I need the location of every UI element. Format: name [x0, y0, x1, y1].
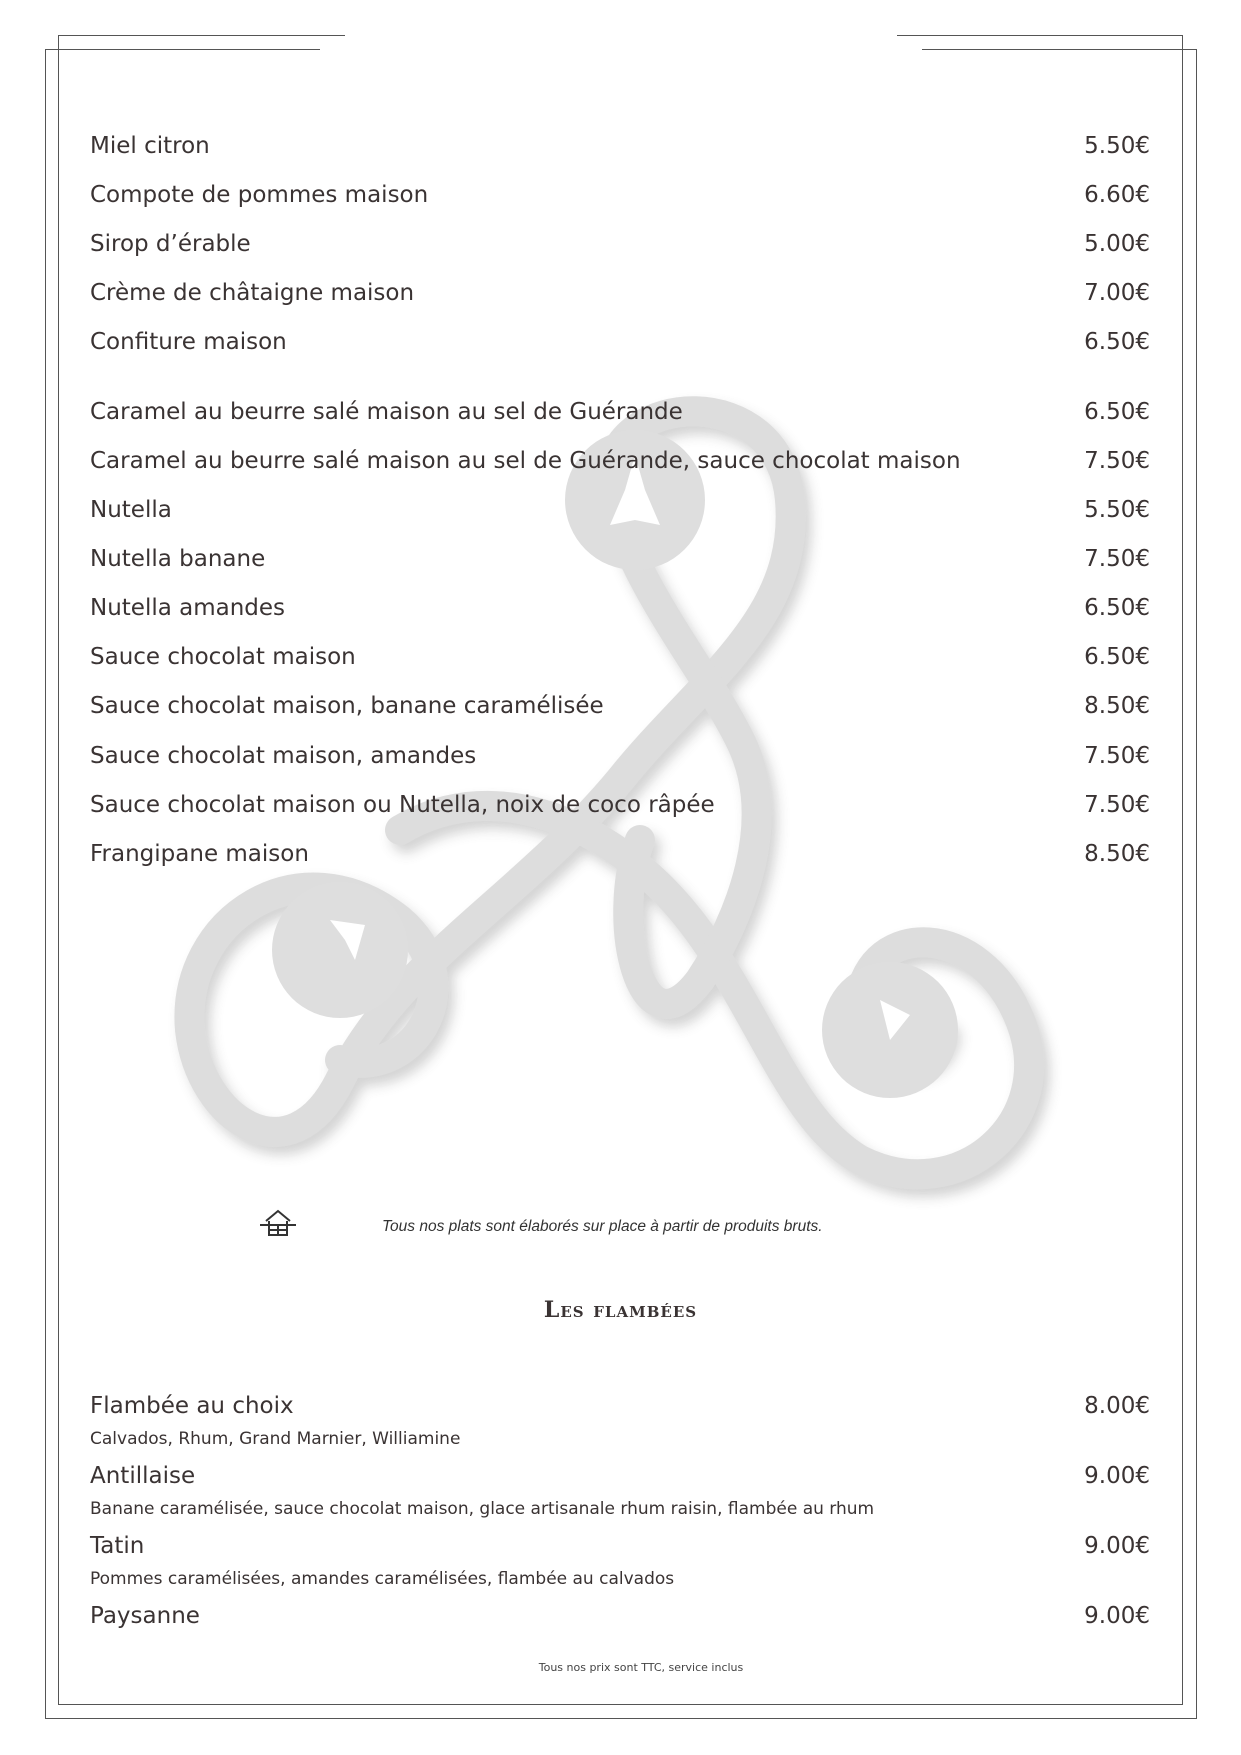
flambee-item — [90, 1463, 1150, 1533]
item-price: 6.60€ — [1084, 182, 1150, 208]
frame-top-left-inner — [45, 49, 320, 50]
flambee-description: Banane caramélisée, sauce chocolat maison, glace artisanale rhum raisin, flambée au rhum — [90, 1499, 875, 1519]
item-name: Nutella banane — [90, 546, 266, 572]
menu-item — [90, 546, 1150, 586]
flambee-name: Tatin — [90, 1533, 145, 1559]
item-name: Sauce chocolat maison, amandes — [90, 743, 477, 769]
menu-item — [90, 329, 1150, 369]
frame-top-right-inner — [922, 49, 1197, 50]
item-name: Sauce chocolat maison ou Nutella, noix de coco râpée — [90, 792, 715, 818]
menu-item — [90, 743, 1150, 783]
item-name: Compote de pommes maison — [90, 182, 429, 208]
flambee-item — [90, 1533, 1150, 1603]
menu-item — [90, 231, 1150, 271]
frame-top-right — [897, 35, 1182, 36]
flambee-price: 9.00€ — [1084, 1533, 1150, 1559]
item-price: 6.50€ — [1084, 329, 1150, 355]
item-price: 5.50€ — [1084, 497, 1150, 523]
item-name: Sauce chocolat maison — [90, 644, 356, 670]
flambee-price: 9.00€ — [1084, 1603, 1150, 1629]
item-price: 8.50€ — [1084, 693, 1150, 719]
footer-note: Tous nos prix sont TTC, service inclus — [538, 1661, 744, 1674]
item-price: 8.50€ — [1084, 841, 1150, 867]
item-price: 7.50€ — [1084, 743, 1150, 769]
item-name: Frangipane maison — [90, 841, 309, 867]
item-name: Confiture maison — [90, 329, 287, 355]
menu-item — [90, 182, 1150, 222]
item-price: 6.50€ — [1084, 595, 1150, 621]
menu-item — [90, 595, 1150, 635]
item-name: Crème de châtaigne maison — [90, 280, 415, 306]
frame-left-outer — [45, 49, 46, 1718]
item-name: Nutella — [90, 497, 172, 523]
frame-right-inner — [1182, 35, 1183, 1704]
item-price: 7.50€ — [1084, 546, 1150, 572]
item-price: 5.00€ — [1084, 231, 1150, 257]
frame-left-inner — [58, 35, 59, 1704]
menu-item — [90, 280, 1150, 320]
item-name: Miel citron — [90, 133, 210, 159]
item-price: 5.50€ — [1084, 133, 1150, 159]
frame-bottom-inner — [58, 1704, 1183, 1705]
item-name: Sauce chocolat maison, banane caramélisée — [90, 693, 604, 719]
menu-item — [90, 792, 1150, 832]
flambee-name: Antillaise — [90, 1463, 196, 1489]
item-price: 6.50€ — [1084, 399, 1150, 425]
item-name: Caramel au beurre salé maison au sel de Guérande, sauce chocolat maison — [90, 448, 961, 474]
item-price: 6.50€ — [1084, 644, 1150, 670]
menu-item — [90, 497, 1150, 537]
item-price: 7.50€ — [1084, 448, 1150, 474]
flambee-description: Calvados, Rhum, Grand Marnier, Williamine — [90, 1429, 461, 1449]
note-text: Tous nos plats sont élaborés sur place à partir de produits bruts. — [382, 1218, 823, 1235]
item-name: Caramel au beurre salé maison au sel de Guérande — [90, 399, 683, 425]
flambee-price: 8.00€ — [1084, 1393, 1150, 1419]
flambee-name: Flambée au choix — [90, 1393, 294, 1419]
flambee-price: 9.00€ — [1084, 1463, 1150, 1489]
menu-item — [90, 693, 1150, 733]
house-icon — [260, 1208, 296, 1238]
menu-item — [90, 644, 1150, 684]
menu-item — [90, 399, 1150, 439]
frame-right-outer — [1196, 49, 1197, 1718]
item-name: Sirop d’érable — [90, 231, 251, 257]
section-title: Les flambées — [543, 1297, 698, 1323]
flambee-description: Pommes caramélisées, amandes caramélisées, flambée au calvados — [90, 1569, 675, 1589]
flambee-name: Paysanne — [90, 1603, 200, 1629]
menu-item — [90, 448, 1150, 488]
frame-top-left — [58, 35, 345, 36]
item-price: 7.00€ — [1084, 280, 1150, 306]
flambee-item — [90, 1393, 1150, 1463]
item-name: Nutella amandes — [90, 595, 286, 621]
menu-item — [90, 841, 1150, 881]
item-price: 7.50€ — [1084, 792, 1150, 818]
menu-item — [90, 133, 1150, 173]
frame-bottom-outer — [45, 1718, 1197, 1719]
